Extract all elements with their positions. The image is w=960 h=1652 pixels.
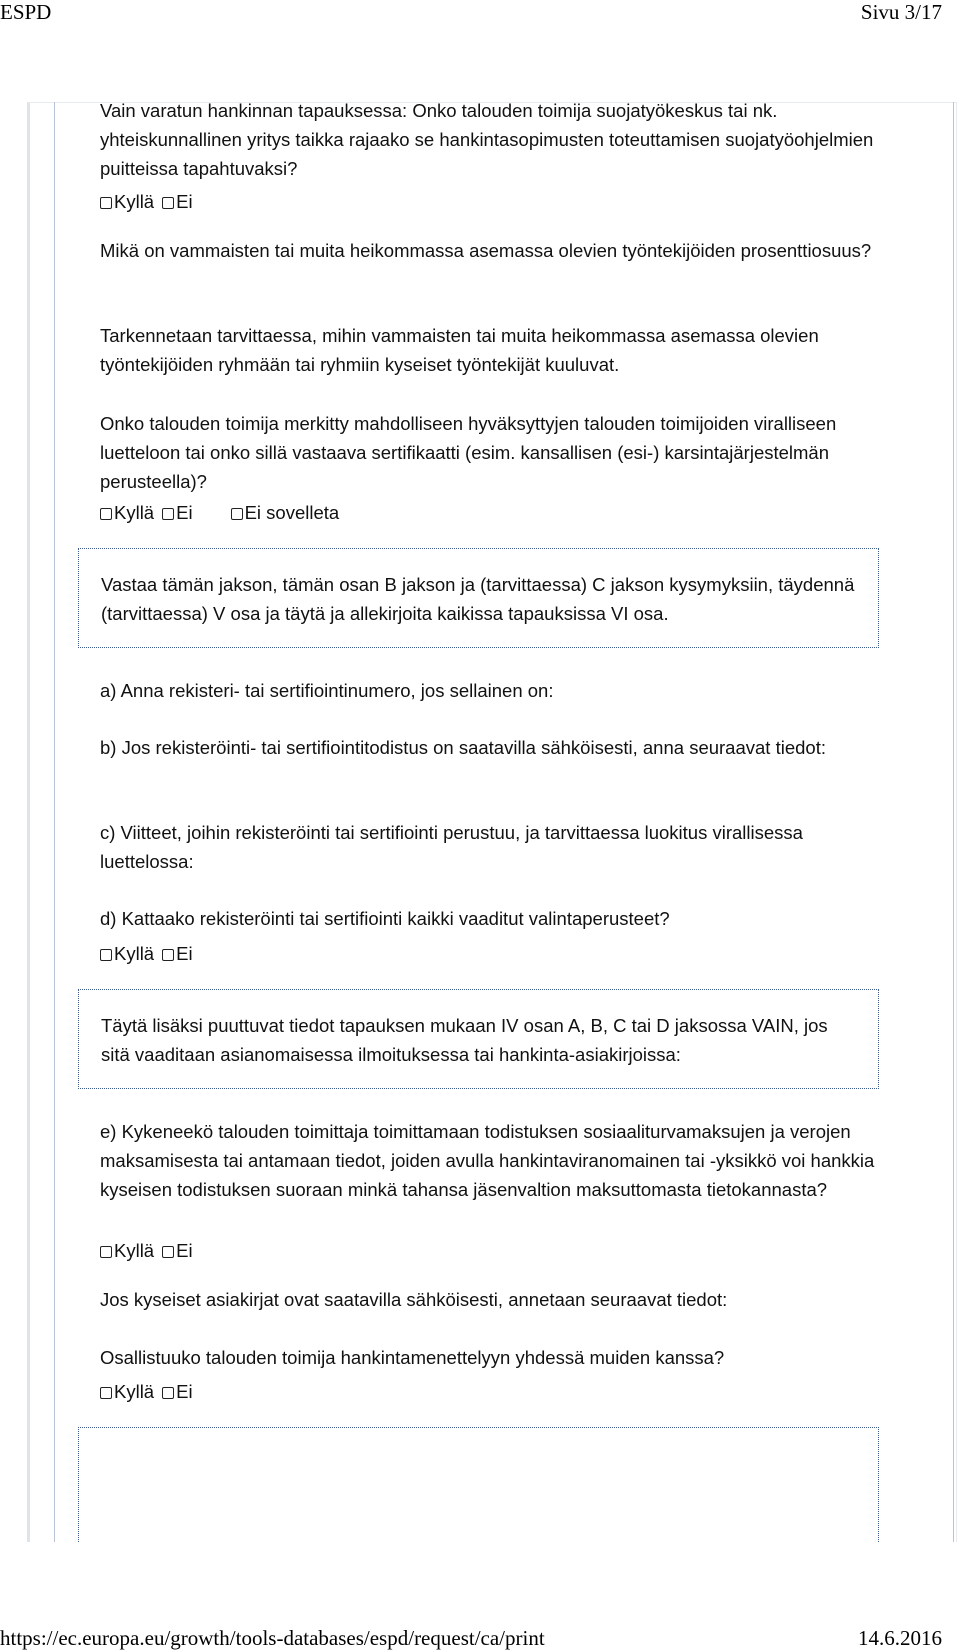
option-no[interactable] — [162, 502, 192, 523]
option-yes-label: Kyllä — [114, 191, 155, 212]
answer-official-list — [100, 498, 880, 527]
option-yes-label: Kyllä — [114, 1240, 155, 1261]
question-d-selection-criteria: d) Kattaako rekisteröinti tai sertifiointi kaikki vaaditut valintaperusteet? — [100, 908, 670, 929]
answer-tax-certificate — [100, 1236, 880, 1265]
page-number: Sivu 3/17 — [860, 0, 942, 24]
option-no[interactable] — [162, 943, 192, 964]
option-no-label: Ei — [176, 943, 193, 964]
notice-answer-text: Vastaa tämän jakson, tämän osan B jakson ja (tarvittaessa) C jakson kysymyksiin, täydennä (tarvittaessa) V osa ja täytä ja allekirjoita kaikissa tapauksissa VI osa. — [101, 574, 855, 624]
option-not-applicable-label: Ei sovelleta — [244, 502, 340, 523]
question-electronic-documents: Jos kyseiset asiakirjat ovat saatavilla sähköisesti, annetaan seuraavat tiedot: — [100, 1289, 728, 1310]
option-no[interactable] — [162, 191, 192, 212]
question-sheltered-workshop: Vain varatun hankinnan tapauksessa: Onko talouden toimija suojatyökeskus tai nk. yhteiskunnallinen yritys taikka rajaako se hankintasopimusten toteuttamisen suojatyöohjelmien puitteissa tapahtuvaksi? — [100, 100, 874, 179]
answer-joint-participation — [100, 1377, 880, 1406]
checkbox-yes[interactable] — [100, 1387, 112, 1399]
option-no[interactable] — [162, 1240, 192, 1261]
option-yes[interactable] — [100, 1381, 154, 1402]
question-a-registration-number: a) Anna rekisteri- tai sertifiointinumero, jos sellainen on: — [100, 680, 554, 701]
checkbox-no[interactable] — [162, 1246, 174, 1258]
footer-date: 14.6.2016 — [858, 1626, 942, 1650]
option-yes[interactable] — [100, 943, 154, 964]
checkbox-yes[interactable] — [100, 508, 112, 520]
option-yes[interactable] — [100, 1240, 154, 1261]
option-yes[interactable] — [100, 191, 154, 212]
question-official-list: Onko talouden toimija merkitty mahdolliseen hyväksyttyjen talouden toimijoiden viralliseen luetteloon tai onko sillä vastaava sertifikaatti (esim. kansallisen (esi-) karsintajärjestelmän perusteella)? — [100, 413, 837, 492]
checkbox-no[interactable] — [162, 949, 174, 961]
option-no-label: Ei — [176, 1240, 193, 1261]
checkbox-no[interactable] — [162, 508, 174, 520]
checkbox-yes[interactable] — [100, 1246, 112, 1258]
answer-selection-criteria — [100, 939, 880, 968]
option-yes-label: Kyllä — [114, 502, 155, 523]
question-b-electronic-certificate: b) Jos rekisteröinti- tai sertifiointitodistus on saatavilla sähköisesti, anna seuraavat tiedot: — [100, 737, 826, 758]
option-yes-label: Kyllä — [114, 943, 155, 964]
answer-sheltered-workshop — [100, 187, 880, 216]
notice-box-answer — [78, 548, 879, 648]
checkbox-yes[interactable] — [100, 949, 112, 961]
option-no-label: Ei — [176, 1381, 193, 1402]
checkbox-yes[interactable] — [100, 197, 112, 209]
checkbox-not-applicable[interactable] — [231, 508, 243, 520]
notice-box-fill — [78, 989, 879, 1089]
footer-url: https://ec.europa.eu/growth/tools-databases/espd/request/ca/print — [0, 1626, 545, 1650]
question-joint-participation: Osallistuuko talouden toimija hankintamenettelyyn yhdessä muiden kanssa? — [100, 1347, 725, 1368]
option-yes[interactable] — [100, 502, 154, 523]
option-no[interactable] — [162, 1381, 192, 1402]
question-percentage: Mikä on vammaisten tai muita heikommassa asemassa olevien työntekijöiden prosenttiosuus? — [100, 240, 872, 261]
question-c-references: c) Viitteet, joihin rekisteröinti tai sertifiointi perustuu, ja tarvittaessa luokitus virallisessa luettelossa: — [100, 822, 803, 872]
option-no-label: Ei — [176, 191, 193, 212]
notice-fill-text: Täytä lisäksi puuttuvat tiedot tapauksen mukaan IV osan A, B, C tai D jaksossa VAIN, jos sitä vaaditaan asianomaisessa ilmoituksessa tai hankinta-asiakirjoissa: — [101, 1015, 828, 1065]
question-e-tax-certificate: e) Kykeneekö talouden toimittaja toimittamaan todistuksen sosiaaliturvamaksujen ja verojen maksamisesta tai antamaan tiedot, joiden avulla hankintaviranomainen tai -yksikkö voi hankkia kyseisen todistuksen suoraan minkä tahansa jäsenvaltion maksuttomasta tietokannasta? — [100, 1121, 875, 1200]
option-not-applicable[interactable] — [231, 502, 340, 523]
question-worker-category: Tarkennetaan tarvittaessa, mihin vammaisten tai muita heikommassa asemassa olevien työntekijöiden ryhmään tai ryhmiin kyseiset työntekijät kuuluvat. — [100, 325, 819, 375]
checkbox-no[interactable] — [162, 197, 174, 209]
notice-box-continued — [78, 1427, 879, 1542]
checkbox-no[interactable] — [162, 1387, 174, 1399]
document-title: ESPD — [0, 0, 52, 24]
option-no-label: Ei — [176, 502, 193, 523]
option-yes-label: Kyllä — [114, 1381, 155, 1402]
